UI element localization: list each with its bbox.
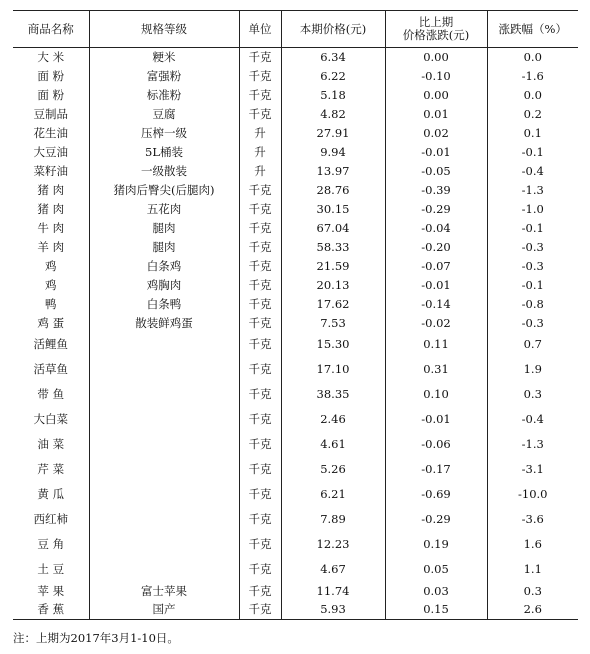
cell-spec: 鸡胸肉 [89,276,239,295]
header-unit: 单位 [239,11,281,48]
price-table [13,10,578,620]
cell-name: 面 粉 [37,68,65,83]
cell-spec [89,407,239,432]
cell-unit: 千克 [239,482,281,507]
cell-pct: -3.1 [487,457,578,482]
cell-unit: 千克 [239,238,281,257]
cell-pct: -3.6 [487,507,578,532]
table-row [13,333,578,357]
cell-pct: -0.1 [487,276,578,295]
cell-name: 菜籽油 [33,163,68,178]
cell-unit: 千克 [239,181,281,200]
cell-pct: -0.3 [487,257,578,276]
cell-name: 猪 肉 [37,201,65,216]
cell-name: 油 菜 [37,436,65,451]
cell-unit: 升 [239,124,281,143]
cell-pct: 2.6 [487,601,578,620]
table-row [13,582,578,601]
cell-unit: 千克 [239,333,281,357]
cell-change: 0.00 [385,48,487,67]
cell-name: 活草鱼 [33,361,68,376]
cell-unit: 千克 [239,507,281,532]
cell-price: 4.82 [281,105,385,124]
cell-change: 0.31 [385,357,487,382]
cell-spec: 国产 [89,601,239,620]
table-row [13,105,578,124]
cell-pct: 1.9 [487,357,578,382]
table-row [13,257,578,276]
cell-unit: 千克 [239,382,281,407]
cell-price: 6.21 [281,482,385,507]
cell-unit: 千克 [239,200,281,219]
cell-pct: 1.1 [487,557,578,582]
cell-name: 大豆油 [33,144,68,159]
cell-pct: 1.6 [487,532,578,557]
cell-name: 大 米 [37,49,65,64]
table-row [13,482,578,507]
cell-change: -0.01 [385,143,487,162]
cell-pct: -0.4 [487,162,578,181]
cell-name: 花生油 [33,125,68,140]
cell-price: 6.22 [281,67,385,86]
cell-spec: 散装鲜鸡蛋 [89,314,239,333]
cell-spec [89,532,239,557]
table-row [13,507,578,532]
cell-price: 13.97 [281,162,385,181]
cell-unit: 千克 [239,48,281,67]
cell-name: 豆 角 [37,536,65,551]
cell-spec: 5L桶装 [89,143,239,162]
cell-unit: 千克 [239,257,281,276]
cell-price: 12.23 [281,532,385,557]
table-row [13,181,578,200]
cell-unit: 千克 [239,407,281,432]
cell-name: 面 粉 [37,87,65,102]
cell-spec: 白条鸭 [89,295,239,314]
cell-pct: -0.1 [487,219,578,238]
cell-price: 6.34 [281,48,385,67]
cell-name: 活鲤鱼 [33,337,68,351]
cell-change: -0.29 [385,507,487,532]
table-row [13,219,578,238]
cell-change: -0.04 [385,219,487,238]
cell-change: 0.01 [385,105,487,124]
cell-name: 猪 肉 [37,182,65,197]
cell-spec [89,357,239,382]
cell-unit: 千克 [239,457,281,482]
cell-pct: 0.3 [487,382,578,407]
cell-price: 5.18 [281,86,385,105]
cell-spec: 腿肉 [89,219,239,238]
header-change-line1: 比上期 [418,15,454,29]
cell-name: 带 鱼 [37,386,65,401]
table-row [13,86,578,105]
header-change-line2: 价格涨跌(元) [402,28,470,42]
table-row [13,67,578,86]
table-row [13,162,578,181]
cell-price: 38.35 [281,382,385,407]
header-spec: 规格等级 [89,11,239,48]
cell-name: 苹 果 [37,583,65,598]
cell-pct: -1.0 [487,200,578,219]
cell-price: 17.62 [281,295,385,314]
cell-price: 30.15 [281,200,385,219]
cell-pct: -1.6 [487,67,578,86]
header-pct: 涨跌幅（%） [487,11,578,48]
cell-price: 5.26 [281,457,385,482]
cell-name: 香 蕉 [13,601,89,620]
table-row [13,48,578,67]
cell-change: -0.17 [385,457,487,482]
cell-spec: 富士苹果 [89,582,239,601]
cell-pct: -0.4 [487,407,578,432]
cell-change: -0.14 [385,295,487,314]
cell-change: 0.10 [385,382,487,407]
cell-change: -0.69 [385,482,487,507]
cell-change: -0.07 [385,257,487,276]
cell-pct: 0.2 [487,105,578,124]
cell-change: 0.19 [385,532,487,557]
cell-unit: 千克 [239,582,281,601]
cell-name: 牛 肉 [37,220,65,235]
cell-pct: 0.3 [487,582,578,601]
cell-pct: -0.1 [487,143,578,162]
table-row [13,276,578,295]
cell-change: 0.03 [385,582,487,601]
cell-price: 9.94 [281,143,385,162]
table-row [13,238,578,257]
cell-change: 0.15 [385,601,487,620]
cell-change: -0.05 [385,162,487,181]
cell-change: -0.01 [385,407,487,432]
cell-spec: 压榨一级 [89,124,239,143]
cell-spec: 豆腐 [89,105,239,124]
cell-price: 67.04 [281,219,385,238]
cell-change: -0.10 [385,67,487,86]
cell-price: 21.59 [281,257,385,276]
cell-name: 鸡 蛋 [37,315,65,330]
cell-unit: 千克 [239,276,281,295]
cell-spec: 标准粉 [89,86,239,105]
cell-spec [89,432,239,457]
cell-name: 鸭 [45,296,57,311]
table-row [13,200,578,219]
cell-pct: -1.3 [487,181,578,200]
table-row [13,407,578,432]
cell-spec: 五花肉 [89,200,239,219]
cell-price: 7.53 [281,314,385,333]
cell-change: -0.06 [385,432,487,457]
table-body [13,48,578,620]
cell-name: 芹 菜 [37,461,65,476]
cell-name: 西红柿 [33,511,68,526]
cell-pct: -10.0 [487,482,578,507]
cell-name: 土 豆 [37,561,65,576]
cell-unit: 千克 [239,314,281,333]
header-row [13,11,578,48]
cell-unit: 升 [239,143,281,162]
cell-unit: 千克 [239,432,281,457]
table-row [13,432,578,457]
cell-price: 58.33 [281,238,385,257]
cell-spec: 一级散装 [89,162,239,181]
table-row [13,295,578,314]
cell-name: 豆制品 [33,106,68,121]
cell-spec [89,333,239,357]
cell-name: 大白菜 [33,411,68,426]
cell-name: 鸡 [45,277,57,292]
cell-change: -0.39 [385,181,487,200]
cell-name: 羊 肉 [37,239,65,254]
table-row [13,143,578,162]
cell-spec [89,507,239,532]
cell-price: 27.91 [281,124,385,143]
footnote: 注：上期为2017年3月1-10日。 [13,631,179,645]
cell-unit: 千克 [239,357,281,382]
table-row [13,601,578,620]
cell-spec [89,457,239,482]
cell-price: 17.10 [281,357,385,382]
cell-price: 2.46 [281,407,385,432]
cell-unit: 千克 [239,105,281,124]
cell-spec: 腿肉 [89,238,239,257]
cell-unit: 千克 [239,219,281,238]
cell-name: 黄 瓜 [37,486,65,501]
cell-pct: 0.0 [487,48,578,67]
cell-pct: 0.1 [487,124,578,143]
cell-price: 11.74 [281,582,385,601]
cell-change: -0.29 [385,200,487,219]
cell-change: -0.20 [385,238,487,257]
cell-unit: 千克 [239,557,281,582]
cell-name: 鸡 [45,258,57,273]
cell-pct: -1.3 [487,432,578,457]
table-row [13,557,578,582]
cell-price: 28.76 [281,181,385,200]
cell-change: 0.11 [385,333,487,357]
cell-unit: 千克 [239,532,281,557]
cell-spec [89,382,239,407]
cell-spec [89,482,239,507]
cell-unit: 升 [239,162,281,181]
table-row [13,124,578,143]
cell-price: 20.13 [281,276,385,295]
table-row [13,457,578,482]
cell-pct: -0.3 [487,314,578,333]
cell-unit: 千克 [239,601,281,620]
cell-spec: 富强粉 [89,67,239,86]
cell-price: 4.61 [281,432,385,457]
cell-change: 0.00 [385,86,487,105]
table-row [13,532,578,557]
cell-price: 5.93 [281,601,385,620]
cell-unit: 千克 [239,86,281,105]
cell-change: 0.05 [385,557,487,582]
cell-spec [89,557,239,582]
header-name: 商品名称 [13,11,89,48]
table-row [13,382,578,407]
cell-unit: 千克 [239,295,281,314]
cell-pct: 0.7 [487,333,578,357]
header-change [385,11,487,48]
table-row [13,314,578,333]
cell-spec: 猪肉后臀尖(后腿肉) [89,181,239,200]
cell-unit: 千克 [239,67,281,86]
cell-spec: 粳米 [89,48,239,67]
cell-pct: 0.0 [487,86,578,105]
cell-change: 0.02 [385,124,487,143]
cell-price: 7.89 [281,507,385,532]
cell-spec: 白条鸡 [89,257,239,276]
cell-pct: -0.8 [487,295,578,314]
cell-change: -0.01 [385,276,487,295]
cell-change: -0.02 [385,314,487,333]
cell-price: 15.30 [281,333,385,357]
header-price: 本期价格(元) [281,11,385,48]
cell-price: 4.67 [281,557,385,582]
table-row [13,357,578,382]
cell-pct: -0.3 [487,238,578,257]
